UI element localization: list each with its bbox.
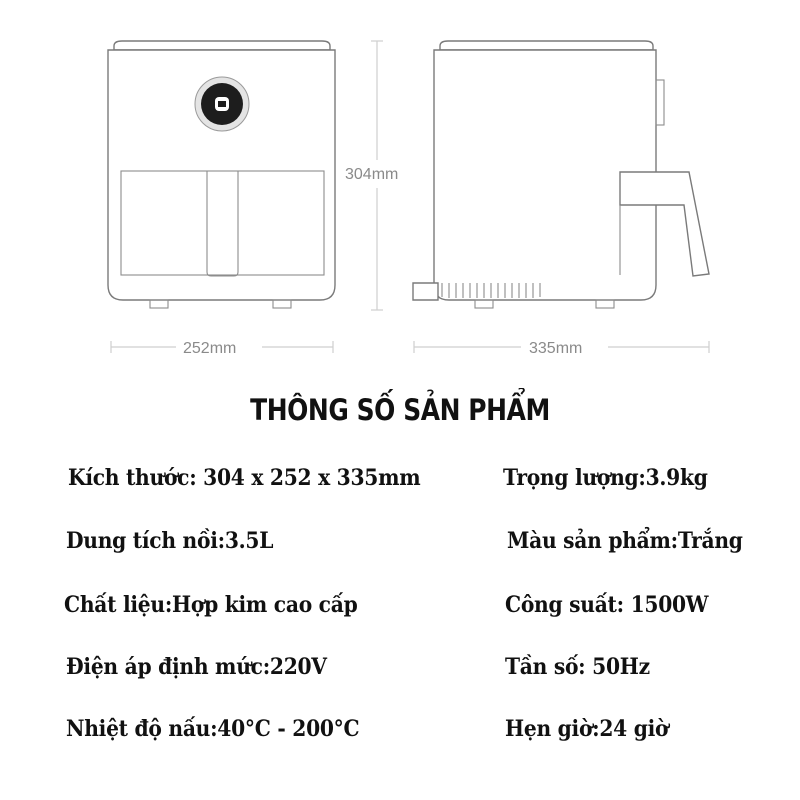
height-dimension-label: 304mm xyxy=(345,166,399,183)
spec-color: Màu sản phẩm:Trắng xyxy=(507,528,743,554)
section-title: THÔNG SỐ SẢN PHẨM xyxy=(250,393,550,427)
spec-timer: Hẹn giờ:24 giờ xyxy=(505,716,669,742)
spec-voltage: Điện áp định mức:220V xyxy=(66,654,327,680)
spec-temperature: Nhiệt độ nấu:40°C - 200°C xyxy=(66,716,360,742)
front-view xyxy=(108,41,335,308)
control-dial xyxy=(195,77,249,131)
depth-dimension-label: 335mm xyxy=(529,340,583,357)
spec-power: Công suất: 1500W xyxy=(505,592,709,618)
spec-frequency: Tần số: 50Hz xyxy=(505,654,650,680)
spec-size: Kích thước: 304 x 252 x 335mm xyxy=(68,465,421,491)
spec-weight: Trọng lượng:3.9kg xyxy=(503,465,708,491)
spec-capacity: Dung tích nồi:3.5L xyxy=(66,528,274,554)
side-view xyxy=(413,41,709,308)
width-dimension-label: 252mm xyxy=(183,340,237,357)
spec-material: Chất liệu:Hợp kim cao cấp xyxy=(64,592,358,618)
